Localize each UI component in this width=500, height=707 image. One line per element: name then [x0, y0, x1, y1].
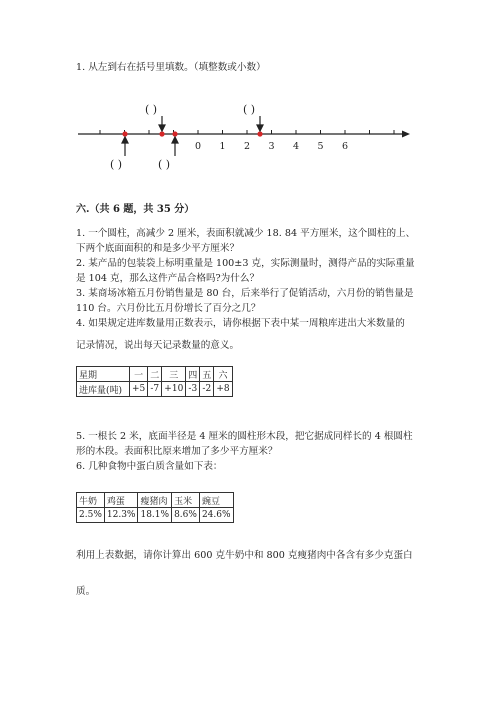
tick-label: 4: [292, 141, 300, 152]
table-cell: 8.6%: [172, 508, 200, 523]
question-3-line-2: 110 台。六月份比五月份增长了百分之几？: [76, 303, 261, 314]
table-cell: 12.3%: [104, 508, 138, 523]
question-6-followup-line-2: 质。: [76, 586, 96, 597]
question-1-line-2: 下两个底面面积的和是多少平方厘米？: [76, 243, 240, 254]
table-cell: +8: [214, 382, 232, 397]
question-6-line: 6. 几种食物中蛋白质含量如下表：: [76, 461, 223, 472]
table-cell: -7: [148, 382, 162, 397]
tick-label: 1: [219, 141, 226, 152]
table-cell: 三: [162, 367, 186, 382]
table-cell: 六: [214, 367, 232, 382]
table-cell: 18.1%: [138, 508, 172, 523]
arrow-up-icon-a: [122, 137, 128, 156]
section-heading: 六.（共 6 题，共 35 分）: [76, 204, 195, 215]
grain-storage-table: [76, 366, 233, 397]
protein-table: [76, 492, 234, 523]
table-cell: 牛奶: [77, 493, 105, 508]
table-row: [77, 382, 233, 397]
table-cell: 24.6%: [199, 508, 233, 523]
bottom-bracket-2: ( ): [158, 158, 171, 171]
table-row: [77, 508, 234, 523]
table-row: [77, 493, 234, 508]
table-cell: 一: [130, 367, 148, 382]
tick-label: 6: [341, 141, 349, 152]
table-cell: -3: [186, 382, 200, 397]
question-5-line-2: 形的木段。表面积比原来增加了多少平方厘米？: [76, 446, 278, 457]
table-row: [77, 367, 233, 382]
table-cell: +5: [130, 382, 148, 397]
question-5-line-1: 5. 一根长 2 米，底面半径是 4 厘米的圆柱形木段，把它据成同样长的 4 根圆柱: [76, 431, 413, 442]
table-cell: 星期: [77, 367, 130, 382]
table-cell: +10: [162, 382, 186, 397]
table-cell: -2: [200, 382, 214, 397]
table-cell: 鸡蛋: [104, 493, 138, 508]
top-bracket-2: ( ): [243, 103, 256, 116]
table-cell: 二: [148, 367, 162, 382]
table-cell: 玉米: [172, 493, 200, 508]
arrow-up-icon-c: [172, 137, 178, 156]
table-cell: 瘦猪肉: [138, 493, 172, 508]
top-bracket-1: ( ): [145, 103, 158, 116]
tick-label: 3: [268, 141, 275, 152]
table-cell: 豌豆: [199, 493, 233, 508]
q1-title: 1. 从左到右在括号里填数。（填整数或小数）: [76, 62, 266, 73]
tick-label: 0: [194, 141, 202, 152]
table-cell: 四: [186, 367, 200, 382]
question-1-line-1: 1. 一个圆柱，高减少 2 厘米，表面积就减少 18. 84 平方厘米，这个圆柱的上、: [76, 228, 416, 239]
table-cell: 五: [200, 367, 214, 382]
table-cell: 进库量(吨): [77, 382, 130, 397]
question-4-line-1: 4. 如果规定进库数量用正数表示，请你根据下表中某一周粮库进出大米数量的: [76, 318, 405, 329]
question-2-line-2: 是 104 克，那么这件产品合格吗?为什么？: [76, 273, 260, 284]
question-3-line-1: 3. 某商场冰箱五月份销售量是 80 台，后来举行了促销活动，六月份的销售量是: [76, 288, 414, 299]
tick-label: 2: [243, 141, 251, 152]
tick-label: 5: [317, 141, 324, 152]
question-2-line-1: 2. 某产品的包装袋上标明重量是 100±3 克，实际测量时，测得产品的实际重量: [76, 258, 415, 269]
arrow-down-icon-b: [159, 116, 165, 131]
table-cell: 2.5%: [77, 508, 105, 523]
bottom-bracket-1: ( ): [110, 158, 123, 171]
question-4-line-2: 记录情况，说出每天记录数量的意义。: [76, 340, 240, 351]
number-line-arrow-icon: [402, 131, 410, 138]
question-6-followup-line-1: 利用上表数据，请你计算出 600 克牛奶中和 800 克瘦猪肉中各含有多少克蛋白: [76, 550, 413, 561]
arrow-down-icon-d: [257, 116, 263, 131]
number-line: [0, 0, 500, 200]
